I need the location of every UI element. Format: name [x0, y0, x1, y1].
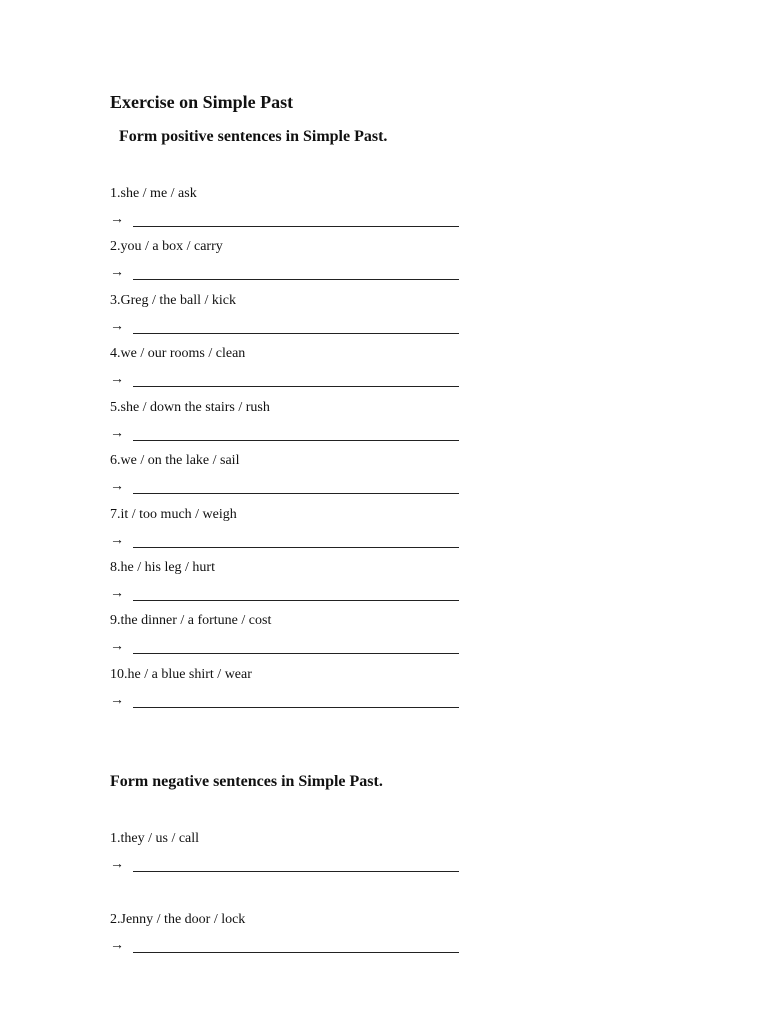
exercise-item [110, 452, 470, 498]
exercise-prompt: 7.it / too much / weigh [110, 507, 237, 522]
arrow-icon: → [110, 639, 124, 654]
arrow-icon: → [110, 857, 124, 872]
answer-line[interactable] [133, 600, 459, 601]
exercise-prompt: 10.he / a blue shirt / wear [110, 667, 252, 682]
section-heading-negative: Form negative sentences in Simple Past. [110, 773, 383, 790]
answer-line[interactable] [133, 226, 459, 227]
answer-row [110, 937, 470, 957]
exercise-item [110, 666, 470, 712]
arrow-icon: → [110, 319, 124, 334]
answer-row [110, 425, 470, 445]
answer-line[interactable] [133, 493, 459, 494]
answer-row [110, 638, 470, 658]
exercise-item [110, 238, 470, 284]
answer-row [110, 211, 470, 231]
answer-row [110, 371, 470, 391]
section-heading-positive: Form positive sentences in Simple Past. [119, 128, 388, 145]
arrow-icon: → [110, 479, 124, 494]
answer-row [110, 318, 470, 338]
answer-line[interactable] [133, 279, 459, 280]
arrow-icon: → [110, 938, 124, 953]
answer-line[interactable] [133, 952, 459, 953]
exercise-prompt: 4.we / our rooms / clean [110, 346, 246, 361]
answer-row [110, 532, 470, 552]
exercise-prompt: 2.Jenny / the door / lock [110, 912, 246, 927]
exercise-item [110, 345, 470, 391]
arrow-icon: → [110, 426, 124, 441]
exercise-item [110, 911, 470, 957]
exercise-item [110, 830, 470, 876]
answer-line[interactable] [133, 871, 459, 872]
exercise-prompt: 6.we / on the lake / sail [110, 453, 240, 468]
exercise-prompt: 5.she / down the stairs / rush [110, 400, 270, 415]
arrow-icon: → [110, 212, 124, 227]
exercise-prompt: 1.they / us / call [110, 831, 200, 846]
exercise-item [110, 559, 470, 605]
exercise-item [110, 399, 470, 445]
arrow-icon: → [110, 533, 124, 548]
answer-row [110, 856, 470, 876]
answer-row [110, 478, 470, 498]
exercise-item [110, 612, 470, 658]
exercise-prompt: 2.you / a box / carry [110, 239, 223, 254]
exercise-prompt: 1.she / me / ask [110, 186, 197, 201]
arrow-icon: → [110, 693, 124, 708]
answer-line[interactable] [133, 440, 459, 441]
answer-line[interactable] [133, 707, 459, 708]
arrow-icon: → [110, 586, 124, 601]
answer-line[interactable] [133, 653, 459, 654]
answer-line[interactable] [133, 333, 459, 334]
arrow-icon: → [110, 265, 124, 280]
exercise-prompt: 3.Greg / the ball / kick [110, 293, 236, 308]
answer-line[interactable] [133, 547, 459, 548]
arrow-icon: → [110, 372, 124, 387]
exercise-item [110, 292, 470, 338]
exercise-item [110, 185, 470, 231]
exercise-prompt: 8.he / his leg / hurt [110, 560, 215, 575]
answer-row [110, 692, 470, 712]
exercise-prompt: 9.the dinner / a fortune / cost [110, 613, 272, 628]
answer-row [110, 585, 470, 605]
answer-line[interactable] [133, 386, 459, 387]
answer-row [110, 264, 470, 284]
page-title: Exercise on Simple Past [110, 92, 294, 112]
exercise-item [110, 506, 470, 552]
